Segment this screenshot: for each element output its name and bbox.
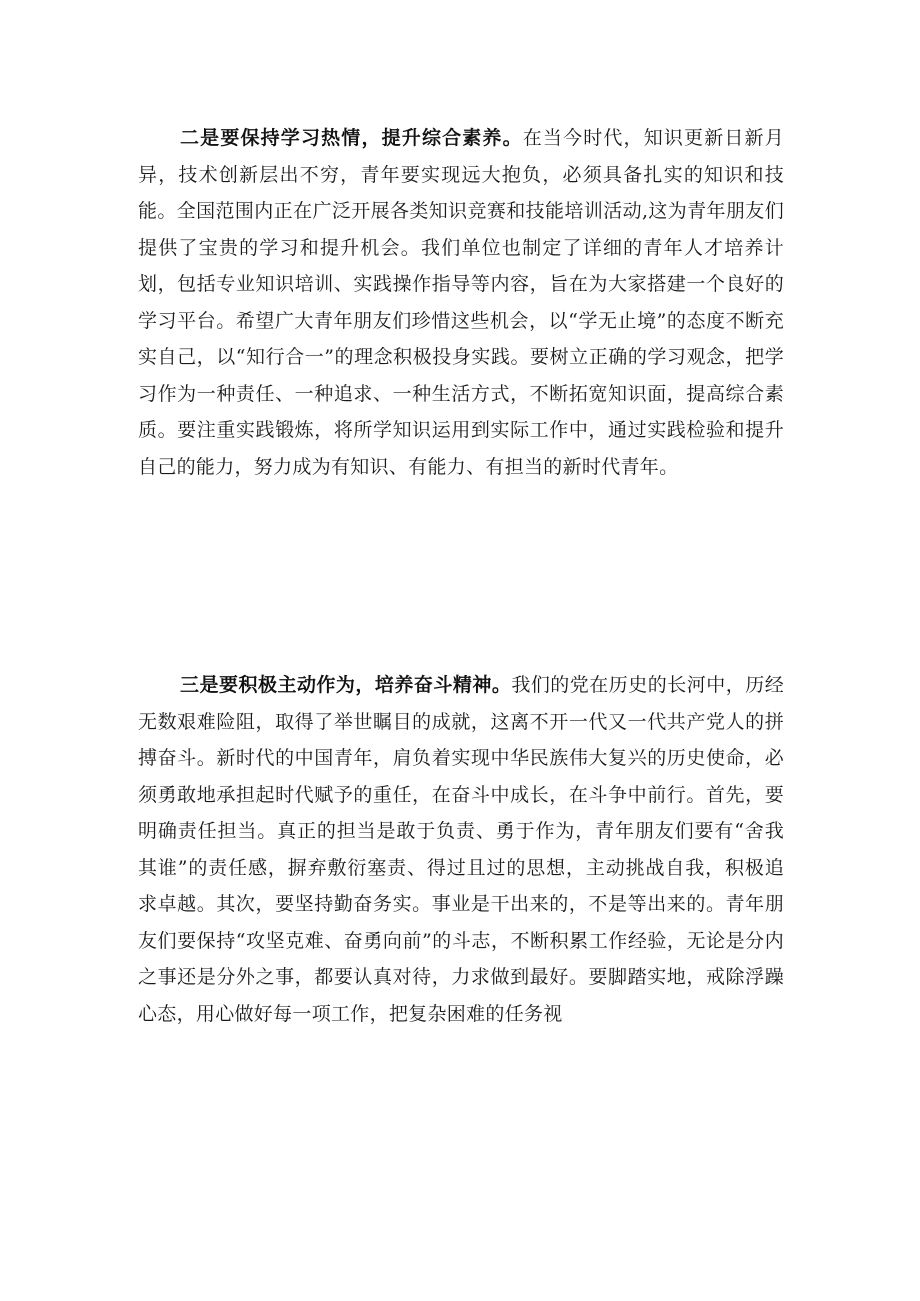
paragraph-heading: 二是要保持学习热情，提升综合素养。 — [180, 127, 523, 149]
paragraph-striving-spirit — [138, 667, 784, 1032]
paragraph-body: 我们的党在历史的长河中，历经无数艰难险阻，取得了举世瞩目的成就，这离不开一代又一代共产党人的拼搏奋斗。新时代的中国青年，肩负着实现中华民族伟大复兴的历史使命，必须勇敢地承担起时代赋予的重任，在奋斗中成长，在斗争中前行。首先，要明确责任担当。真正的担当是敢于负责、勇于作为，青年朋友们要有“舍我其谁”的责任感，摒弃敷衍塞责、得过且过的思想，主动挑战自我，积极追求卓越。其次，要坚持勤奋务实。事业是干出来的，不是等出来的。青年朋友们要保持“攻坚克难、奋勇向前”的斗志，不断积累工作经验，无论是分内之事还是分外之事，都要认真对待，力求做到最好。要脚踏实地，戒除浮躁心态，用心做好每一项工作，把复杂困难的任务视 — [138, 674, 784, 1025]
paragraph-study-enthusiasm — [138, 120, 784, 485]
paragraph-heading: 三是要积极主动作为，培养奋斗精神。 — [180, 674, 512, 696]
paragraph-body: 在当今时代，知识更新日新月异，技术创新层出不穷，青年要实现远大抱负，必须具备扎实的知识和技能。全国范围内正在广泛开展各类知识竞赛和技能培训活动,这为青年朋友们提供了宝贵的学习和提升机会。我们单位也制定了详细的青年人才培养计划，包括专业知识培训、实践操作指导等内容，旨在为大家搭建一个良好的学习平台。希望广大青年朋友们珍惜这些机会，以“学无止境”的态度不断充实自己，以“知行合一”的理念积极投身实践。要树立正确的学习观念，把学习作为一种责任、一种追求、一种生活方式，不断拓宽知识面，提高综合素质。要注重实践锻炼，将所学知识运用到实际工作中，通过实践检验和提升自己的能力，努力成为有知识、有能力、有担当的新时代青年。 — [138, 127, 784, 478]
